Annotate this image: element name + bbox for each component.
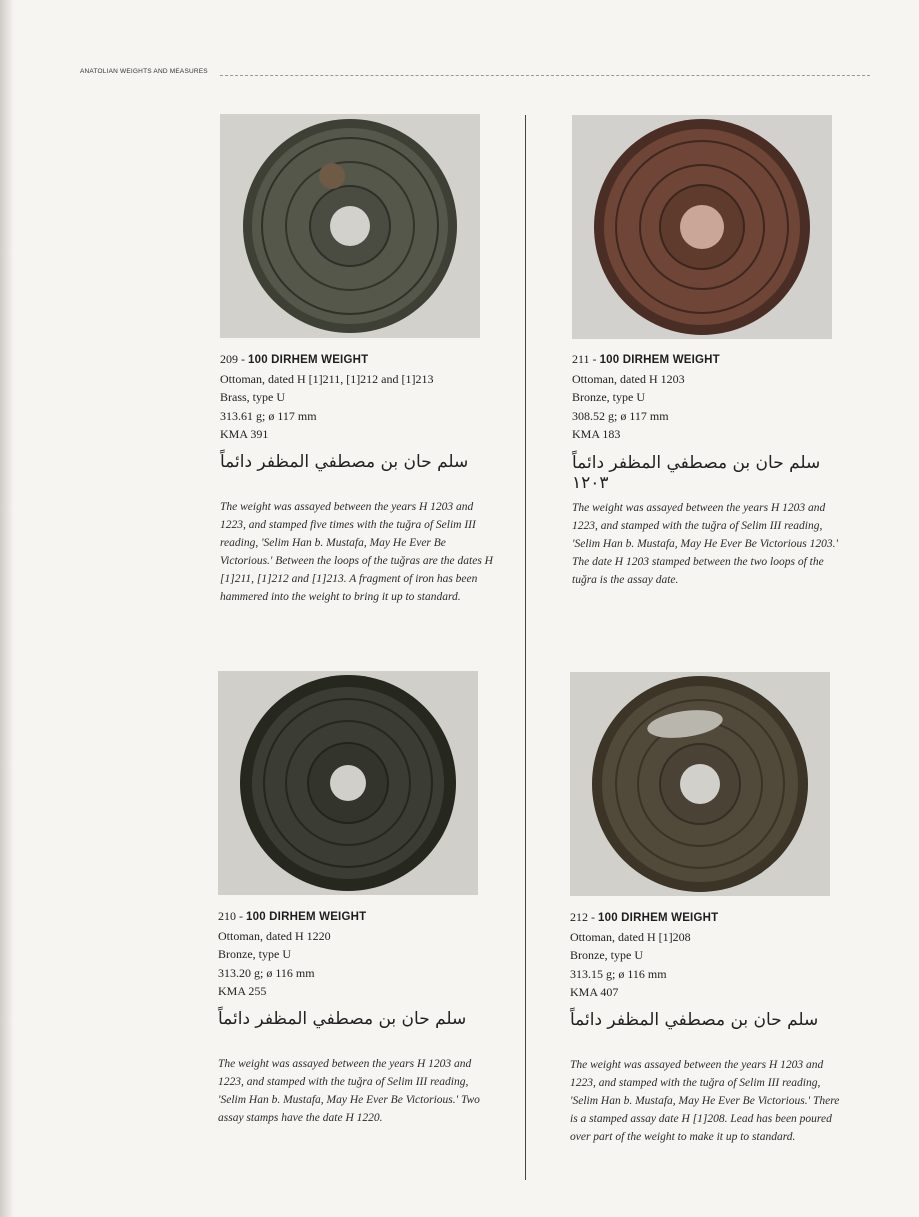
period-line: Ottoman, dated H 1203 — [572, 371, 685, 386]
running-head — [80, 68, 870, 80]
arabic-inscription: سلم حان بن مصطفي المظفر دائماً — [220, 452, 469, 472]
inventory-line: KMA 183 — [572, 427, 621, 441]
entry-title — [218, 907, 508, 927]
catalog-number: 211 - — [572, 352, 600, 366]
material-line: Bronze, type U — [570, 948, 643, 962]
object-name: 100 DIRHEM WEIGHT — [599, 354, 720, 366]
period-line: Ottoman, dated H [1]211, [1]212 and [1]213 — [220, 371, 434, 386]
entry-description: The weight was assayed between the years H 1203 and 1223, and stamped with the tuğra of Selim III reading, 'Selim Han b. Mustafa, May He Ever Be Victorious.' There is a stamped assay date H [1]208. Lead has been poured over part of the weight to make it up to standard. — [570, 1059, 840, 1143]
catalog-number: 209 - — [220, 352, 248, 366]
weight-photo-210 — [218, 671, 478, 895]
inventory-line: KMA 407 — [570, 985, 619, 999]
entry-description: The weight was assayed between the years H 1203 and 1223, and stamped five times with the tuğra of Selim III reading, 'Selim Han b. Mustafa, May He Ever Be Victorious.' Between the loops of the tuğras are the dates H [1]211, [1]212 and [1]213. A fragment of iron has been hammered into the weight to bring it up to standard. — [220, 501, 493, 603]
running-head-rule — [220, 75, 870, 76]
entry-caption — [220, 350, 510, 444]
period-line: Ottoman, dated H [1]208 — [570, 929, 691, 944]
measure-line: 313.61 g; ø 117 mm — [220, 408, 317, 423]
object-name: 100 DIRHEM WEIGHT — [246, 911, 367, 923]
inventory-line: KMA 391 — [220, 427, 269, 441]
object-name: 100 DIRHEM WEIGHT — [248, 354, 369, 366]
entry-description: The weight was assayed between the years H 1203 and 1223, and stamped with the tuğra of Selim III reading, 'Selim Han b. Mustafa, May He Ever Be Victorious.' Two assay stamps have the date H 1220. — [218, 1058, 480, 1124]
arabic-inscription: سلم حان بن مصطفي المظفر دائماً — [570, 1010, 819, 1030]
entry-caption — [572, 350, 862, 444]
page-gutter-shadow — [0, 0, 14, 1217]
object-name: 100 DIRHEM WEIGHT — [598, 912, 719, 924]
material-line: Bronze, type U — [572, 390, 645, 404]
catalog-number: 210 - — [218, 909, 246, 923]
column-divider — [525, 115, 526, 1180]
inventory-line: KMA 255 — [218, 984, 267, 998]
measure-line: 313.15 g; ø 116 mm — [570, 966, 667, 981]
material-line: Bronze, type U — [218, 947, 291, 961]
weight-photo-211 — [572, 115, 832, 339]
measure-line: 308.52 g; ø 117 mm — [572, 408, 669, 423]
entry-description: The weight was assayed between the years H 1203 and 1223, and stamped with the tuğra of Selim III reading, 'Selim Han b. Mustafa, May He Ever Be Victorious 1203.' The date H 1203 stamped between the two loops of the tuğra is the assay date. — [572, 502, 838, 586]
entry-caption — [570, 908, 860, 1002]
arabic-inscription: سلم حان بن مصطفي المظفر دائماً ١٢٠٣ — [572, 453, 821, 493]
running-head-title: ANATOLIAN WEIGHTS AND MEASURES — [80, 68, 208, 75]
period-line: Ottoman, dated H 1220 — [218, 928, 331, 943]
entry-title — [220, 350, 510, 370]
catalog-number: 212 - — [570, 910, 598, 924]
arabic-inscription: سلم حان بن مصطفي المظفر دائماً — [218, 1009, 467, 1029]
entry-caption — [218, 907, 508, 1001]
measure-line: 313.20 g; ø 116 mm — [218, 965, 315, 980]
entry-title — [572, 350, 862, 370]
material-line: Brass, type U — [220, 390, 285, 404]
entry-title — [570, 908, 860, 928]
weight-photo-209 — [220, 114, 480, 338]
weight-photo-212 — [570, 672, 830, 896]
